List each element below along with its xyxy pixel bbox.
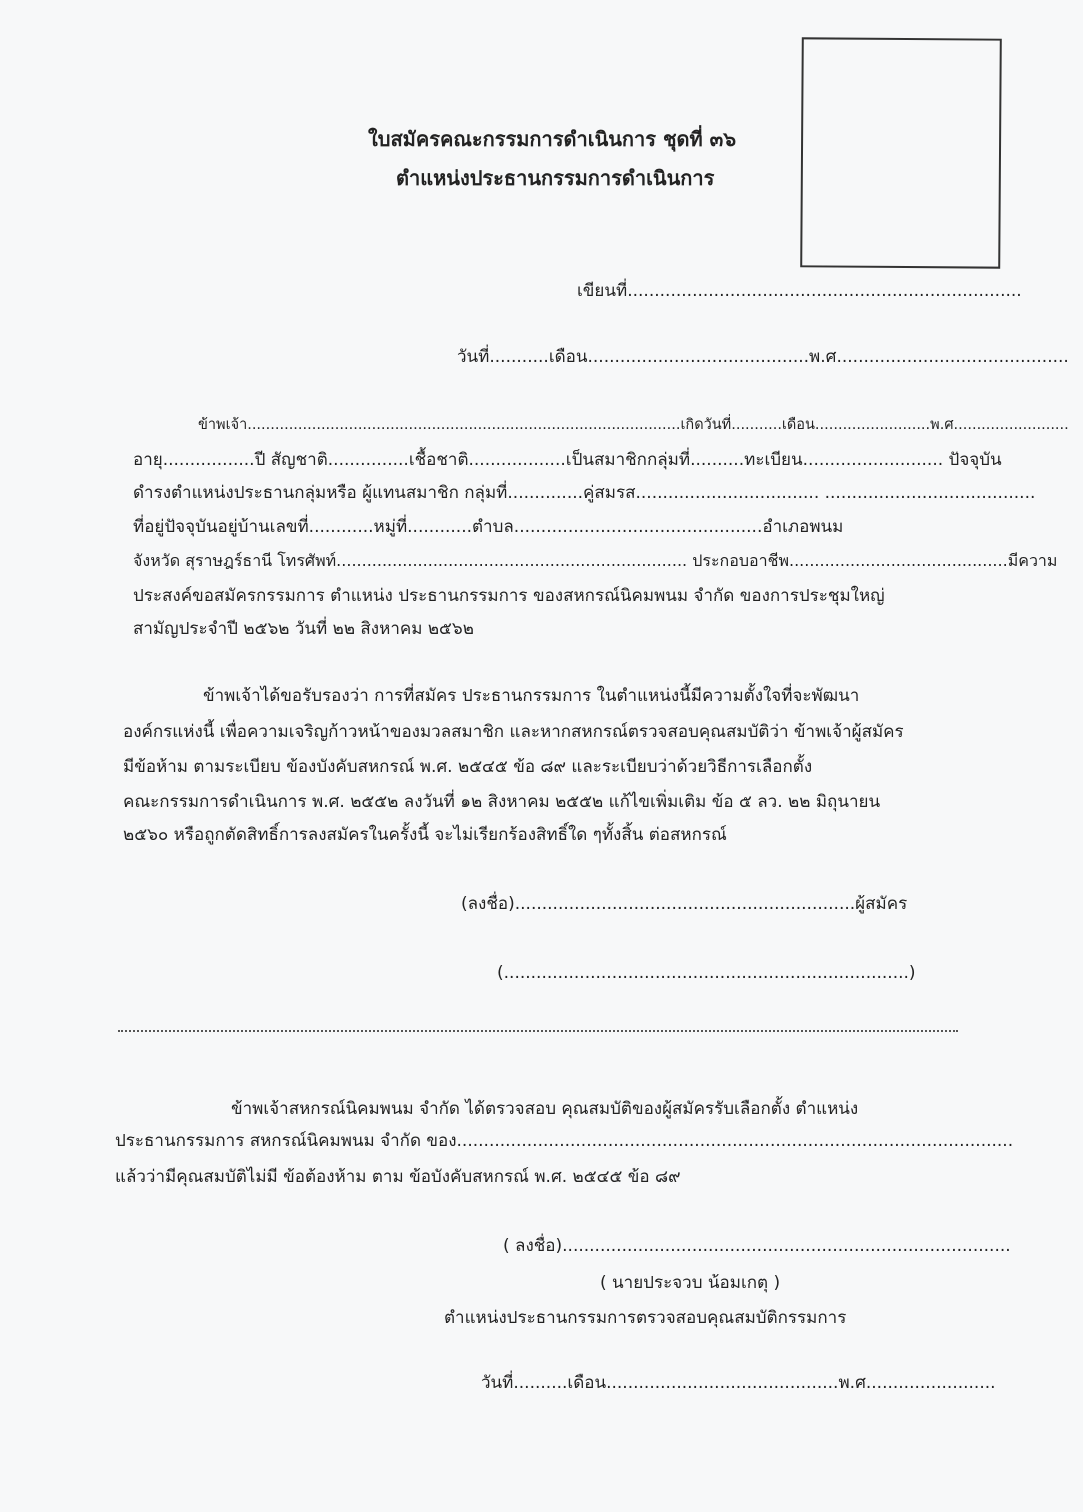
photo-box: [800, 37, 1002, 268]
certification-line-2: องค์กรแห่งนี้ เพื่อความเจริญก้าวหน้าของมวลสมาชิก และหากสหกรณ์ตรวจสอบคุณสมบัติว่า ข้าพเจ้าผู้สมัคร: [123, 722, 904, 742]
section-divider: [118, 1030, 958, 1032]
form-subtitle: ตำแหน่งประธานกรรมการดำเนินการ: [396, 166, 715, 190]
form-title: ใบสมัครคณะกรรมการดำเนินการ ชุดที่ ๓๖: [368, 127, 737, 151]
verifier-signature: ( ลงชื่อ)...................................................................................: [503, 1236, 1011, 1256]
certification-line-1: ข้าพเจ้าได้ขอรับรองว่า การที่สมัคร ประธานกรรมการ ในตำแหน่งนี้มีความตั้งใจที่จะพัฒนา: [203, 686, 860, 706]
certification-line-4: คณะกรรมการดำเนินการ พ.ศ. ๒๕๕๒ ลงวันที่ ๑๒ สิงหาคม ๒๕๕๒ แก้ไขเพิ่มเติม ข้อ ๕ ลว. ๒๒ มิถุนายน: [123, 792, 881, 812]
date-field: วันที่...........เดือน.........................................พ.ศ...........................................: [457, 347, 1069, 367]
applicant-line-2: อายุ.................ปี สัญชาติ...............เชื้อชาติ..................เป็นสมาชิกกลุ่มที่..........ทะเบียน.......................... ปัจจุบัน: [133, 450, 1002, 470]
applicant-signature: (ลงชื่อ)...............................................................ผู้สมัคร: [461, 894, 908, 914]
verify-line-2: ประธานกรรมการ สหกรณ์นิคมพนม จำกัด ของ.......................................................................................................: [115, 1131, 1014, 1151]
verify-line-1: ข้าพเจ้าสหกรณ์นิคมพนม จำกัด ได้ตรวจสอบ คุณสมบัติของผู้สมัครรับเลือกตั้ง ตำแหน่ง: [231, 1099, 859, 1119]
certification-line-5: ๒๕๖๐ หรือถูกตัดสิทธิ์การลงสมัครในครั้งนี้ จะไม่เรียกร้องสิทธิ์ใด ๆทั้งสิ้น ต่อสหกรณ์: [123, 825, 727, 845]
applicant-name: (...........................................................................): [497, 963, 916, 983]
applicant-line-7: สามัญประจำปี ๒๕๖๒ วันที่ ๒๒ สิงหาคม ๒๕๖๒: [133, 619, 474, 639]
written-at-field: เขียนที่.........................................................................: [577, 281, 1022, 301]
verify-date-field: วันที่..........เดือน...........................................พ.ศ........................: [481, 1373, 996, 1393]
certification-line-3: มีข้อห้าม ตามระเบียบ ข้องบังคับสหกรณ์ พ.ศ. ๒๕๔๕ ข้อ ๘๙ และระเบียบว่าด้วยวิธีการเลือกตั้ง: [123, 757, 813, 777]
applicant-line-1: ข้าพเจ้า..............................................................................................เกิดวันที่...........เดือน.........................พ.ศ.........................: [198, 417, 1069, 433]
applicant-line-4: ที่อยู่ปัจจุบันอยู่บ้านเลขที่............หมู่ที่............ตำบล..............................................อำเภอพนม: [133, 517, 844, 537]
applicant-line-5: จังหวัด สุราษฎร์ธานี โทรศัพท์..................................................................... ประกอบอาชีพ...........................................มีความ: [133, 551, 1058, 570]
applicant-line-6: ประสงค์ขอสมัครกรรมการ ตำแหน่ง ประธานกรรมการ ของสหกรณ์นิคมพนม จำกัด ของการประชุมใหญ่: [133, 586, 885, 606]
applicant-line-3: ดำรงตำแหน่งประธานกลุ่มหรือ ผู้แทนสมาชิก กลุ่มที่..............คู่สมรส.................................. .......................................: [133, 483, 1036, 503]
verifier-position: ตำแหน่งประธานกรรมการตรวจสอบคุณสมบัติกรรมการ: [444, 1308, 847, 1328]
verifier-name: ( นายประจวบ น้อมเกตุ ): [600, 1273, 781, 1293]
verify-line-3: แล้วว่ามีคุณสมบัติไม่มี ข้อต้องห้าม ตาม ข้อบังคับสหกรณ์ พ.ศ. ๒๕๔๕ ข้อ ๘๙: [115, 1167, 681, 1187]
